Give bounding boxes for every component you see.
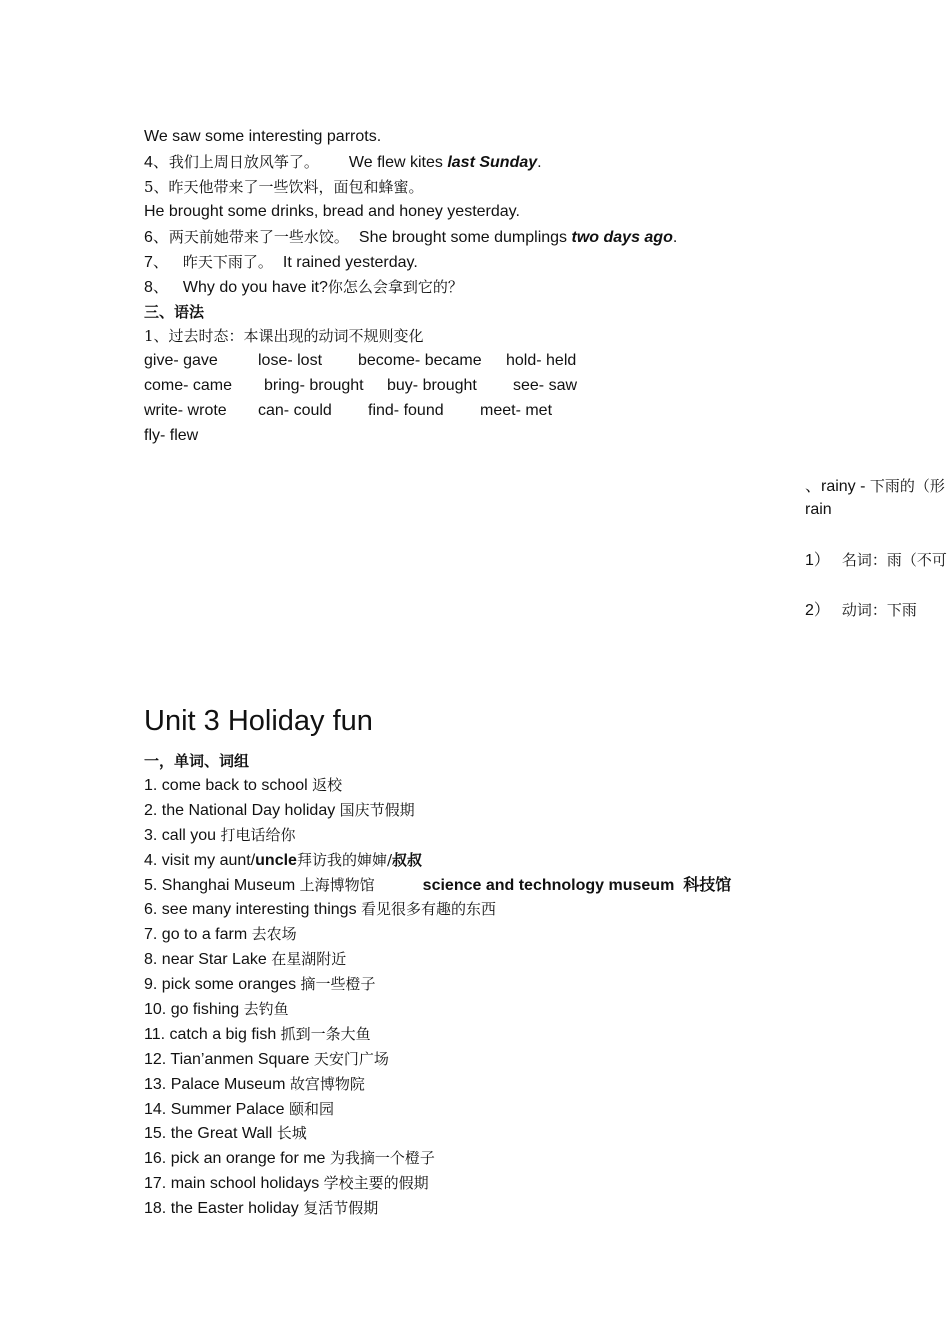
item-en: 11. catch a big fish: [144, 1025, 281, 1043]
verb-pair: fly- flew: [144, 427, 199, 444]
list-item: [144, 1123, 731, 1148]
item-en: 8. near Star Lake: [144, 951, 272, 969]
sentence-0: [144, 127, 381, 147]
sentence-4-num: 4、: [144, 154, 169, 171]
list-item: [144, 800, 731, 825]
sentence-4-en: We flew kites: [348, 154, 448, 171]
side-note-verb-num: 2）: [805, 602, 830, 619]
sentence-8: [144, 277, 463, 298]
side-note-noun-cn: 名词：雨（不可: [841, 551, 947, 569]
item-en: 10. go fishing: [144, 1001, 244, 1019]
list-item: [144, 1049, 731, 1074]
list-item: [144, 825, 731, 850]
sentence-8-en: Why do you have it?: [182, 279, 328, 296]
item-cn: 看见很多有趣的东西: [361, 900, 497, 919]
verb-pair: give- gave: [144, 352, 218, 369]
sentence-4-em: last Sunday: [447, 154, 538, 171]
item-cn: 上海博物馆: [299, 875, 375, 894]
item-en: 17. main school holidays: [144, 1175, 324, 1193]
item-en: 16. pick an orange for me: [144, 1150, 330, 1168]
item-cn: 打电话给你: [220, 825, 296, 844]
item-en: 13. Palace Museum: [144, 1075, 290, 1093]
sentence-6-em: two days ago: [571, 229, 673, 246]
item-cn: 去农场: [251, 925, 297, 944]
list-item: [144, 1074, 731, 1099]
item-en: 6. see many interesting things: [144, 901, 362, 919]
sentence-4-end: .: [537, 154, 542, 171]
sentence-4-cn: 我们上周日放风筝了。: [168, 153, 319, 171]
item-en-bold: uncle: [255, 851, 297, 869]
list-item: [144, 875, 731, 900]
verb-pair: hold- held: [506, 352, 577, 369]
sentence-8-cn: 你怎么会拿到它的？: [327, 278, 463, 296]
item-cn: 去钓鱼: [243, 1000, 289, 1019]
item-cn: 拜访我的婶婶/: [296, 850, 393, 869]
item-en: 12. Tian’anmen Square: [144, 1050, 314, 1068]
list-item: [144, 1148, 731, 1173]
item-en: 14. Summer Palace: [144, 1100, 289, 1118]
side-note-noun-num: 1）: [805, 552, 830, 569]
item-cn: 为我摘一个橙子: [329, 1149, 435, 1168]
side-note-rain: rain: [805, 501, 832, 518]
verb-pair: can- could: [258, 402, 332, 419]
side-note-rainy: [805, 476, 945, 497]
verb-pair: bring- brought: [264, 377, 364, 394]
sentence-8-num: 8、: [144, 279, 169, 296]
item-en: 5. Shanghai Museum: [144, 876, 300, 894]
verb-pair: find- found: [368, 402, 444, 419]
list-item: [144, 1173, 731, 1198]
list-item: [144, 850, 731, 875]
sentence-6-num: 6、: [144, 229, 169, 246]
sentence-7-num: 7、: [144, 254, 169, 271]
grammar-subheading: 1、过去时态：本课出现的动词不规则变化: [144, 327, 424, 345]
sentence-7: [144, 252, 418, 273]
sentence-6-end: .: [672, 229, 678, 246]
item-cn: 摘一些橙子: [300, 975, 376, 994]
item-en: 18. the Easter holiday: [144, 1200, 304, 1218]
vocab-section-heading: 一，单词、词组: [144, 752, 250, 770]
side-note-rainy-en: 、rainy -: [805, 478, 870, 495]
list-item: [144, 974, 731, 999]
sentence-5-en: He brought some drinks, bread and honey yesterday.: [144, 203, 520, 220]
item-cn: 抓到一条大鱼: [280, 1024, 371, 1043]
item-cn: 故宫博物院: [289, 1074, 365, 1093]
side-note-verb: [805, 600, 917, 621]
vocab-list: [144, 775, 731, 1223]
sentence-7-cn: 昨天下雨了。: [182, 253, 273, 271]
item-cn: 复活节假期: [303, 1199, 379, 1218]
item-cn: 颐和园: [288, 1099, 334, 1118]
sentence-4: [144, 152, 542, 173]
side-note-verb-cn: 动词：下雨: [841, 601, 917, 619]
list-item: [144, 899, 731, 924]
sentence-6-cn: 两天前她带来了一些水饺。: [168, 228, 349, 246]
sentence-7-en: It rained yesterday.: [282, 254, 418, 271]
verb-pair: become- became: [358, 352, 482, 369]
item-cn: 返校: [312, 776, 343, 794]
item-cn: 在星湖附近: [271, 950, 347, 969]
unit-title: Unit 3 Holiday fun: [144, 705, 373, 737]
list-item: [144, 924, 731, 949]
sentence-6-en: She brought some dumplings: [358, 229, 572, 246]
list-item: [144, 949, 731, 974]
side-note-rainy-cn: 下雨的（形: [869, 477, 945, 495]
item-cn: 学校主要的假期: [323, 1174, 429, 1193]
item-cn: 长城: [276, 1124, 307, 1143]
item-cn-bold: 叔叔: [392, 850, 423, 869]
item-en: 3. call you: [144, 826, 221, 844]
sentence-0-en: We saw some interesting parrots.: [144, 128, 382, 145]
verb-pair: see- saw: [513, 377, 578, 394]
item-en: 2. the National Day holiday: [144, 801, 340, 819]
list-item: [144, 999, 731, 1024]
item-en: 4. visit my aunt/: [144, 851, 256, 869]
list-item: [144, 775, 731, 800]
grammar-heading: 三、语法: [144, 303, 205, 321]
verb-pair: come- came: [144, 377, 233, 394]
sentence-6: [144, 227, 677, 248]
verb-pair: buy- brought: [387, 377, 477, 394]
verb-pair: meet- met: [480, 402, 553, 419]
item-cn: 天安门广场: [313, 1049, 389, 1068]
side-note-noun: [805, 550, 947, 571]
sentence-5-cn: 5、昨天他带来了一些饮料，面包和蜂蜜。: [144, 178, 424, 196]
item-en: 9. pick some oranges: [144, 976, 301, 994]
verb-pair: write- wrote: [144, 402, 227, 419]
item-en: 15. the Great Wall: [144, 1125, 277, 1143]
item-extra: science and technology museum 科技馆: [422, 876, 732, 894]
item-cn: 国庆节假期: [339, 800, 415, 819]
list-item: [144, 1198, 731, 1223]
item-en: 7. go to a farm: [144, 926, 252, 944]
list-item: [144, 1099, 731, 1124]
item-en: 1. come back to school: [144, 777, 313, 794]
list-item: [144, 1024, 731, 1049]
verb-pair: lose- lost: [258, 352, 323, 369]
